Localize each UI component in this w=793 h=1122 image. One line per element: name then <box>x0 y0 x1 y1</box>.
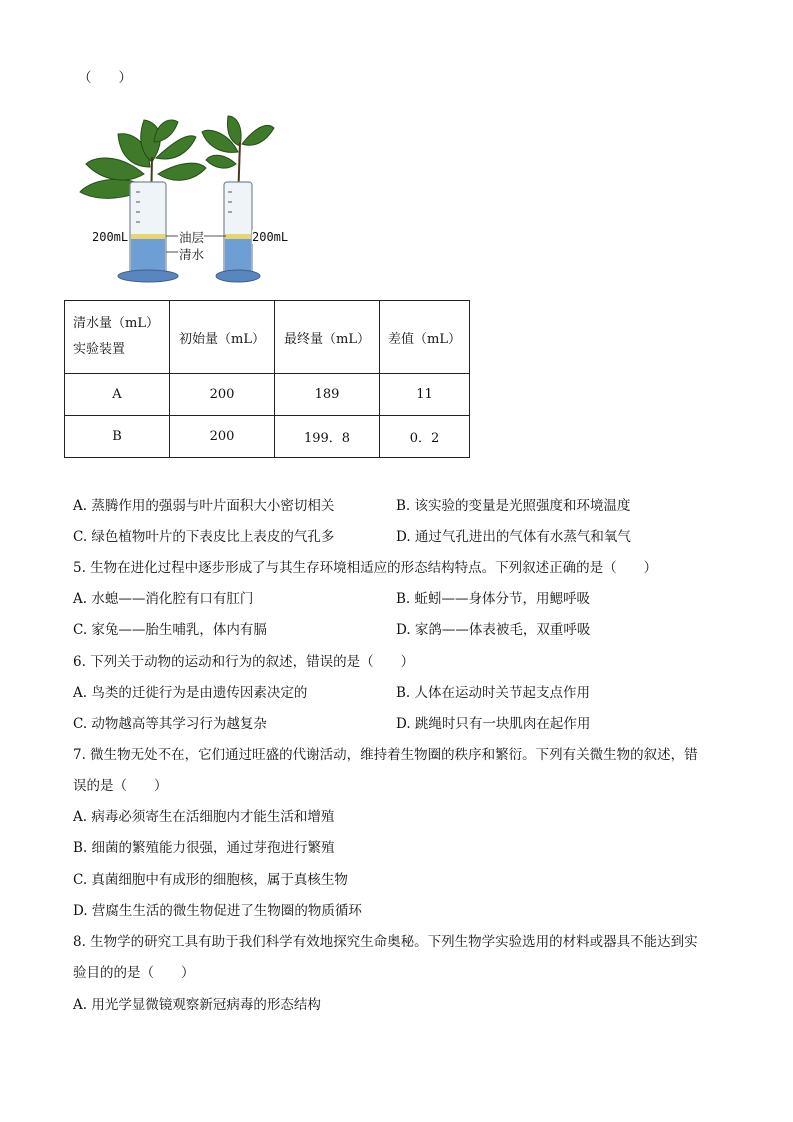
q5-option-a: A. 水螅——消化腔有口有肛门 <box>73 591 254 607</box>
column-header-diff: 差值（mL） <box>380 301 470 374</box>
q4-option-c: C. 绿色植物叶片的下表皮比上表皮的气孔多 <box>73 529 335 545</box>
q7-option-c: C. 真菌细胞中有成形的细胞核，属于真核生物 <box>73 872 348 888</box>
cell-diff: 11 <box>380 374 470 416</box>
experiment-figure <box>78 112 290 284</box>
q6-option-c: C. 动物越高等其学习行为越复杂 <box>73 716 267 732</box>
q6-stem: 6. 下列关于动物的运动和行为的叙述，错误的是（ ） <box>73 654 415 670</box>
oil-layer-label: 油层 <box>179 230 205 245</box>
cell-initial: 200 <box>170 416 275 458</box>
q7-option-d: D. 营腐生生活的微生物促进了生物圈的物质循环 <box>73 903 362 919</box>
q4-option-b: B. 该实验的变量是光照强度和环境温度 <box>396 498 631 514</box>
table-row <box>65 416 470 458</box>
plant-b-leaves <box>202 116 274 168</box>
q7-stem-line1: 7. 微生物无处不在，它们通过旺盛的代谢活动，维持着生物圈的秩序和繁衍。下列有关微生物的叙述，错 <box>73 747 698 763</box>
column-header-final: 最终量（mL） <box>275 301 380 374</box>
cell-initial: 200 <box>170 374 275 416</box>
water-label: 清水 <box>179 247 205 262</box>
table-header-row <box>65 301 470 374</box>
q6-option-d: D. 跳绳时只有一块肌肉在起作用 <box>396 716 591 732</box>
cell-device: A <box>65 374 170 416</box>
experiment-data-table <box>64 300 470 458</box>
q8-stem-line1: 8. 生物学的研究工具有助于我们科学有效地探究生命奥秘。下列生物学实验选用的材料或器具不能达到实 <box>73 934 698 950</box>
header-line-device: 实验装置 <box>73 342 126 357</box>
q5-option-d: D. 家鸽——体表被毛，双重呼吸 <box>396 622 591 638</box>
q5-option-b: B. 蚯蚓——身体分节，用鳃呼吸 <box>396 591 591 607</box>
cell-device: B <box>65 416 170 458</box>
q4-option-d: D. 通过气孔进出的气体有水蒸气和氧气 <box>396 529 631 545</box>
table-row <box>65 374 470 416</box>
answer-blank: （ ） <box>78 70 132 86</box>
header-line-water-amount: 清水量（mL） <box>73 316 159 331</box>
cell-final: 189 <box>275 374 380 416</box>
q7-stem-line2: 误的是（ ） <box>73 778 168 794</box>
q8-stem-line2: 验目的的是（ ） <box>73 965 195 981</box>
column-header-initial: 初始量（mL） <box>170 301 275 374</box>
cell-diff: 0．2 <box>380 416 470 458</box>
cell-final: 199．8 <box>275 416 380 458</box>
q6-option-a: A. 鸟类的迁徙行为是由遗传因素决定的 <box>73 685 308 701</box>
q6-option-b: B. 人体在运动时关节起支点作用 <box>396 685 591 701</box>
q4-option-a: A. 蒸腾作用的强弱与叶片面积大小密切相关 <box>73 498 335 514</box>
q5-stem: 5. 生物在进化过程中逐步形成了与其生存环境相适应的形态结构特点。下列叙述正确的是（ ） <box>73 560 658 576</box>
q8-option-a: A. 用光学显微镜观察新冠病毒的形态结构 <box>73 997 321 1013</box>
q5-option-c: C. 家兔——胎生哺乳，体内有膈 <box>73 622 267 638</box>
q7-option-a: A. 病毒必须寄生在活细胞内才能生活和增殖 <box>73 809 335 825</box>
table-corner-header <box>65 301 170 374</box>
volume-label-a: 200mL <box>92 230 129 244</box>
volume-label-b: 200mL <box>252 230 289 244</box>
q7-option-b: B. 细菌的繁殖能力很强，通过芽孢进行繁殖 <box>73 840 335 856</box>
